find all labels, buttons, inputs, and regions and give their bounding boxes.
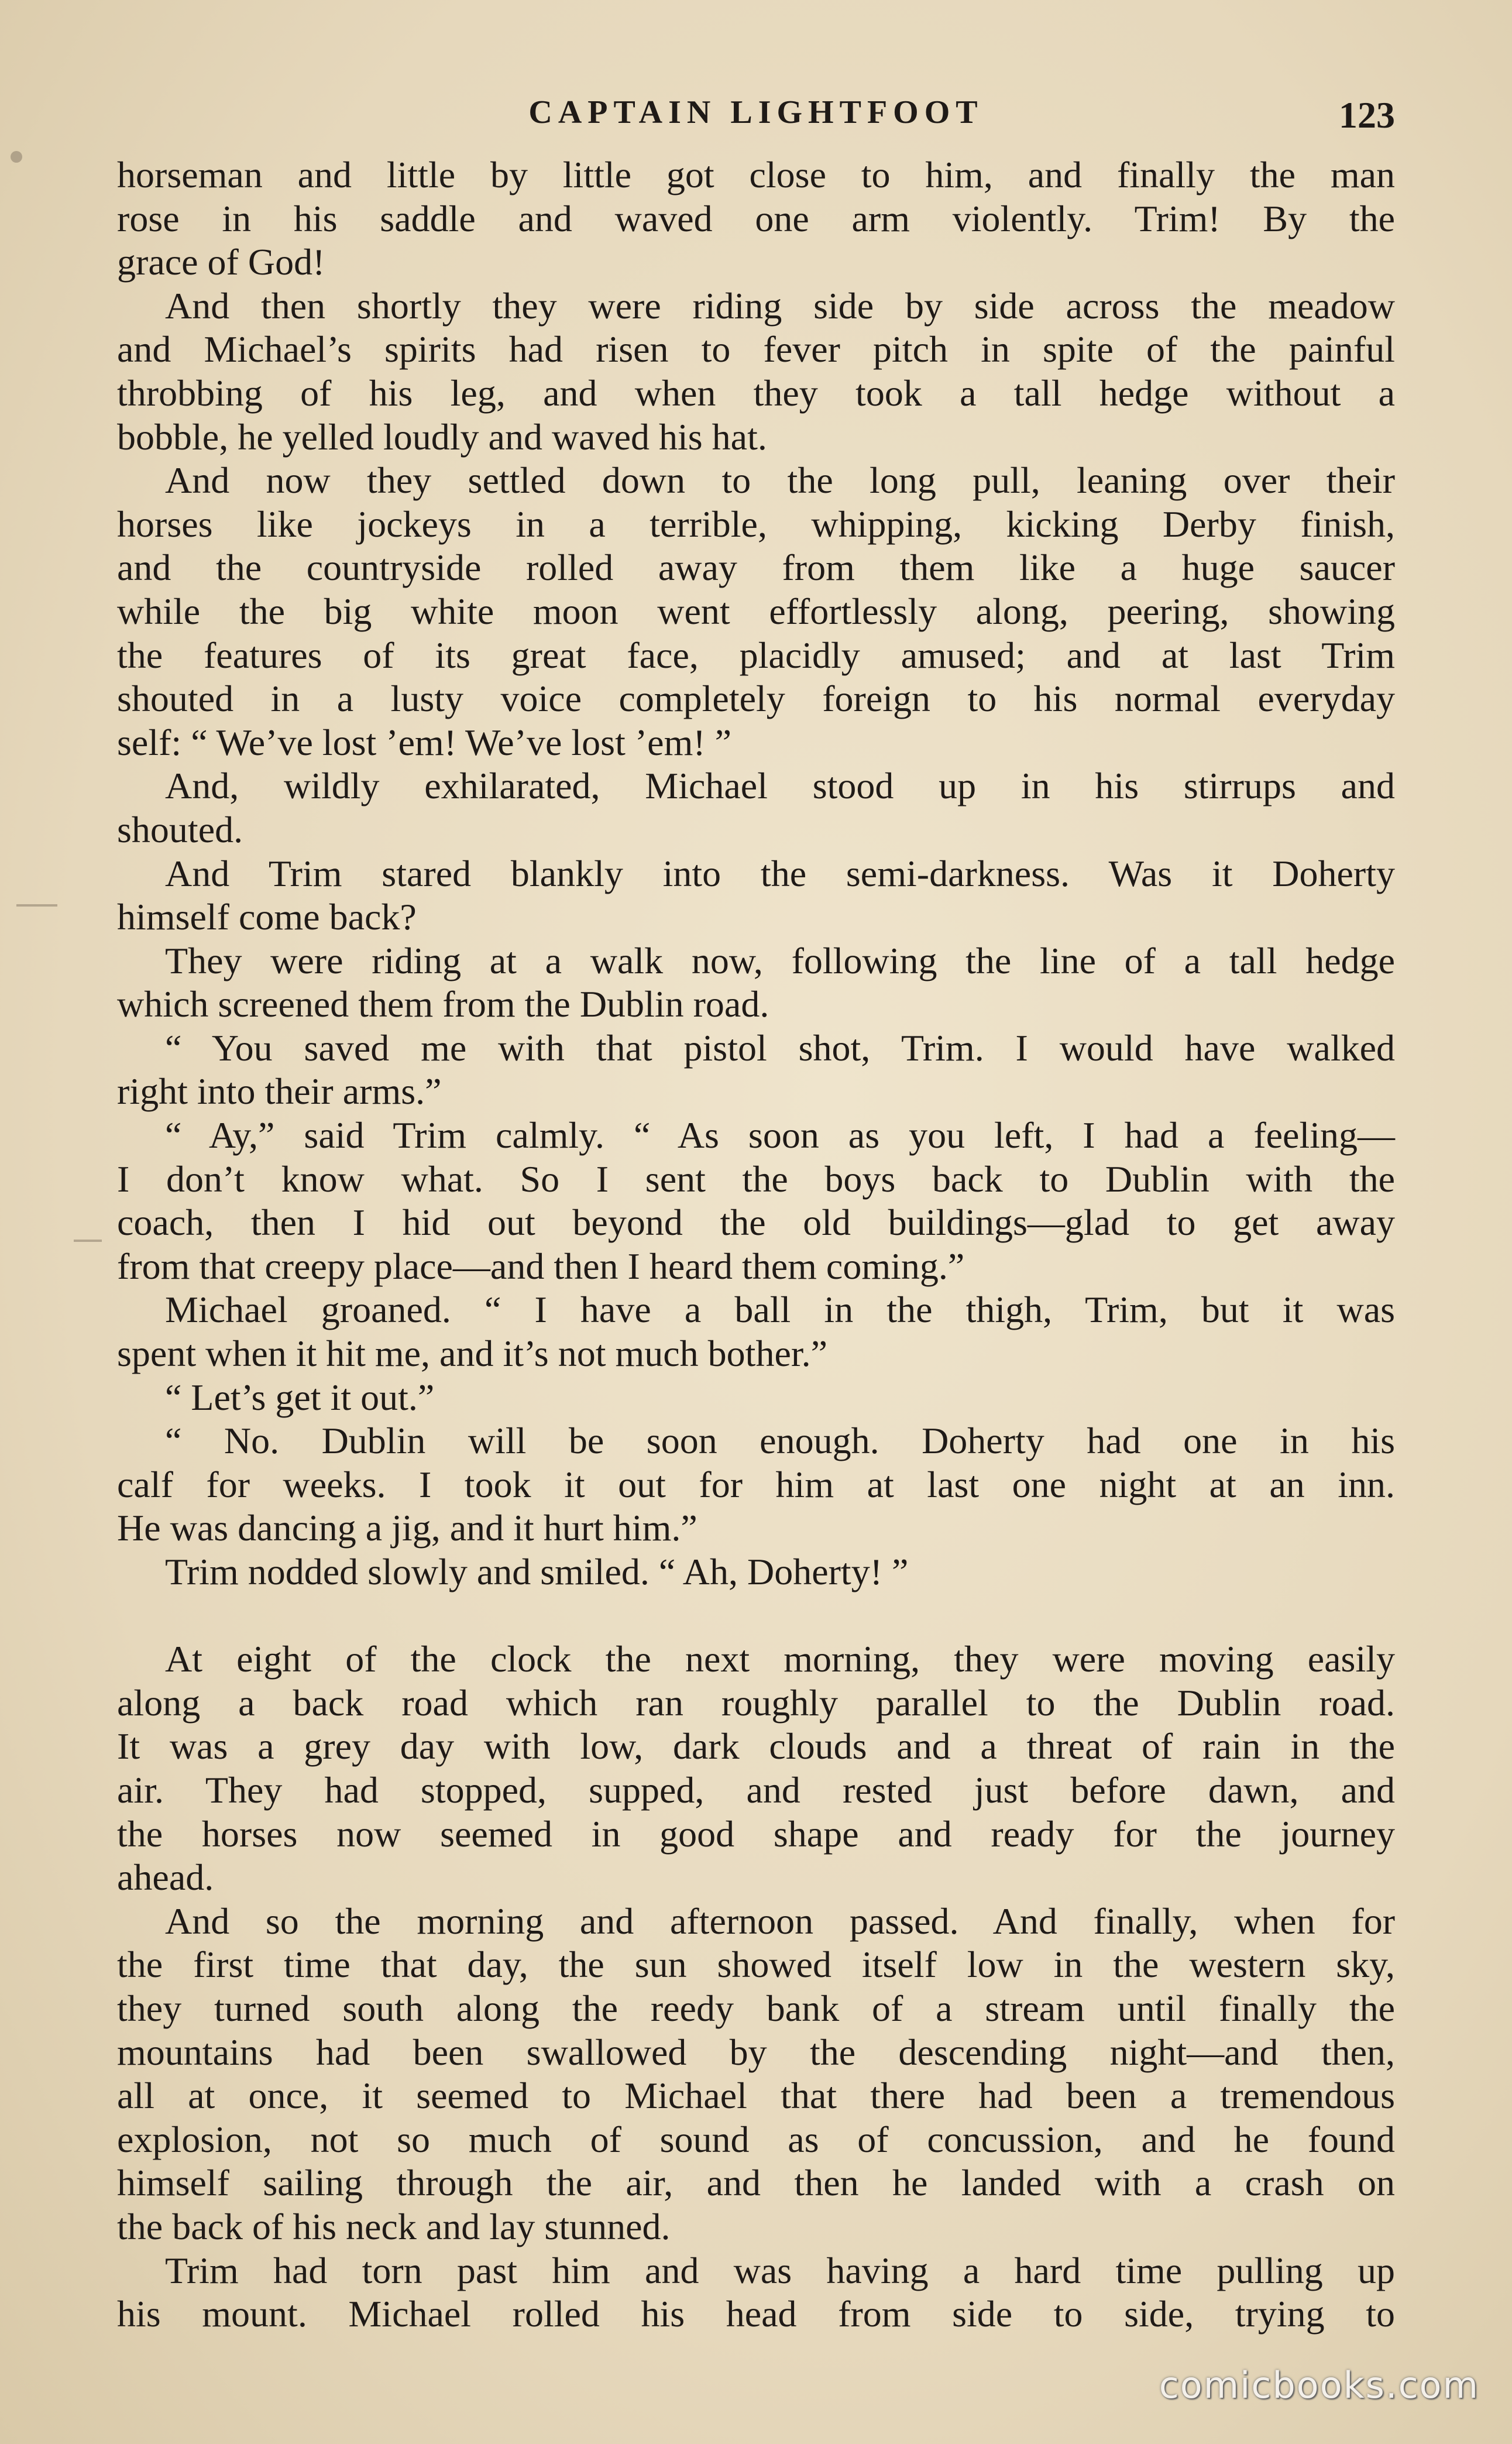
text-line: himself come back?	[117, 896, 417, 938]
text-line: the horses now seemed in good shape and ready for the journey	[117, 1813, 1395, 1855]
section-break	[117, 1594, 1395, 1638]
text-line: And Trim stared blankly into the semi-darkness. Was it Doherty	[165, 852, 1395, 894]
text-line: rose in his saddle and waved one arm violently. Trim! By the	[117, 197, 1395, 239]
text-line: ahead.	[117, 1856, 214, 1899]
text-line: along a back road which ran roughly parallel to the Dublin road.	[117, 1681, 1395, 1724]
text-line: the features of its great face, placidly amused; and at last Trim	[117, 634, 1395, 676]
text-line: I don’t know what. So I sent the boys back to Dublin with the	[117, 1158, 1395, 1200]
text-line: and Michael’s spirits had risen to fever pitch in spite of the painful	[117, 328, 1395, 370]
text-line: his mount. Michael rolled his head from side to side, trying to	[117, 2293, 1395, 2335]
text-line: coach, then I hid out beyond the old buildings—glad to get away	[117, 1202, 1395, 1244]
text-line: spent when it hit me, and it’s not much bother.”	[117, 1333, 828, 1375]
text-line: all at once, it seemed to Michael that there had been a tremendous	[117, 2075, 1395, 2117]
text-line: which screened them from the Dublin road.	[117, 983, 769, 1025]
text-line: while the big white moon went effortlessly along, peering, showing	[117, 590, 1395, 632]
running-title: CAPTAIN LIGHTFOOT	[528, 94, 984, 131]
text-line: And so the morning and afternoon passed. And finally, when for	[165, 1900, 1395, 1942]
text-line: Trim nodded slowly and smiled. “ Ah, Doherty! ”	[165, 1551, 909, 1592]
text-line: “ Let’s get it out.”	[165, 1376, 435, 1418]
text-line: They were riding at a walk now, following the line of a tall hedge	[165, 939, 1395, 981]
text-line: shouted in a lusty voice completely foreign to his normal everyday	[117, 678, 1395, 720]
page-header	[117, 94, 1395, 146]
text-line: Michael groaned. “ I have a ball in the thigh, Trim, but it was	[165, 1289, 1395, 1331]
text-line: horses like jockeys in a terrible, whipping, kicking Derby finish,	[117, 503, 1395, 545]
text-line: At eight of the clock the next morning, they were moving easily	[165, 1638, 1395, 1680]
text-line: “ No. Dublin will be soon enough. Doherty had one in his	[165, 1420, 1395, 1462]
watermark: comicbooks.com	[1159, 2364, 1479, 2407]
text-line: horseman and little by little got close to him, and finally the man	[117, 154, 1395, 195]
text-line: “ Ay,” said Trim calmly. “ As soon as you left, I had a feeling—	[165, 1114, 1395, 1156]
text-line: It was a grey day with low, dark clouds and a threat of rain in the	[117, 1725, 1395, 1767]
text-line: throbbing of his leg, and when they took a tall hedge without a	[117, 372, 1395, 414]
text-line: He was dancing a jig, and it hurt him.”	[117, 1507, 697, 1549]
text-line: “ You saved me with that pistol shot, Trim. I would have walked	[165, 1027, 1395, 1069]
text-line: self: “ We’ve lost ’em! We’ve lost ’em! ”	[117, 721, 732, 763]
text-line: and the countryside rolled away from them like a huge saucer	[117, 547, 1395, 589]
text-line: himself sailing through the air, and then he landed with a crash on	[117, 2162, 1395, 2204]
text-line: mountains had been swallowed by the descending night—and then,	[117, 2031, 1395, 2073]
text-line: from that creepy place—and then I heard them coming.”	[117, 1245, 965, 1287]
text-line: the first time that day, the sun showed itself low in the western sky,	[117, 1944, 1395, 1986]
text-line: And now they settled down to the long pull, leaning over their	[165, 459, 1395, 502]
text-line: And then shortly they were riding side by side across the meadow	[165, 284, 1395, 327]
text-line: bobble, he yelled loudly and waved his hat.	[117, 416, 767, 458]
margin-tick	[16, 904, 57, 907]
body-text	[117, 153, 1395, 2336]
text-line: calf for weeks. I took it out for him at last one night at an inn.	[117, 1463, 1395, 1505]
text-line: grace of God!	[117, 241, 325, 283]
text-line: explosion, not so much of sound as of concussion, and he found	[117, 2118, 1395, 2160]
margin-speck	[11, 151, 22, 163]
text-line: shouted.	[117, 808, 243, 850]
text-line: And, wildly exhilarated, Michael stood up in his stirrups and	[165, 765, 1395, 807]
text-line: they turned south along the reedy bank of a stream until finally the	[117, 1987, 1395, 2029]
page-number: 123	[1339, 94, 1395, 136]
text-line: air. They had stopped, supped, and rested just before dawn, and	[117, 1769, 1395, 1811]
margin-tick	[74, 1240, 102, 1242]
text-line: the back of his neck and lay stunned.	[117, 2205, 671, 2247]
text-line: right into their arms.”	[117, 1070, 442, 1113]
text-line: Trim had torn past him and was having a hard time pulling up	[165, 2249, 1395, 2291]
